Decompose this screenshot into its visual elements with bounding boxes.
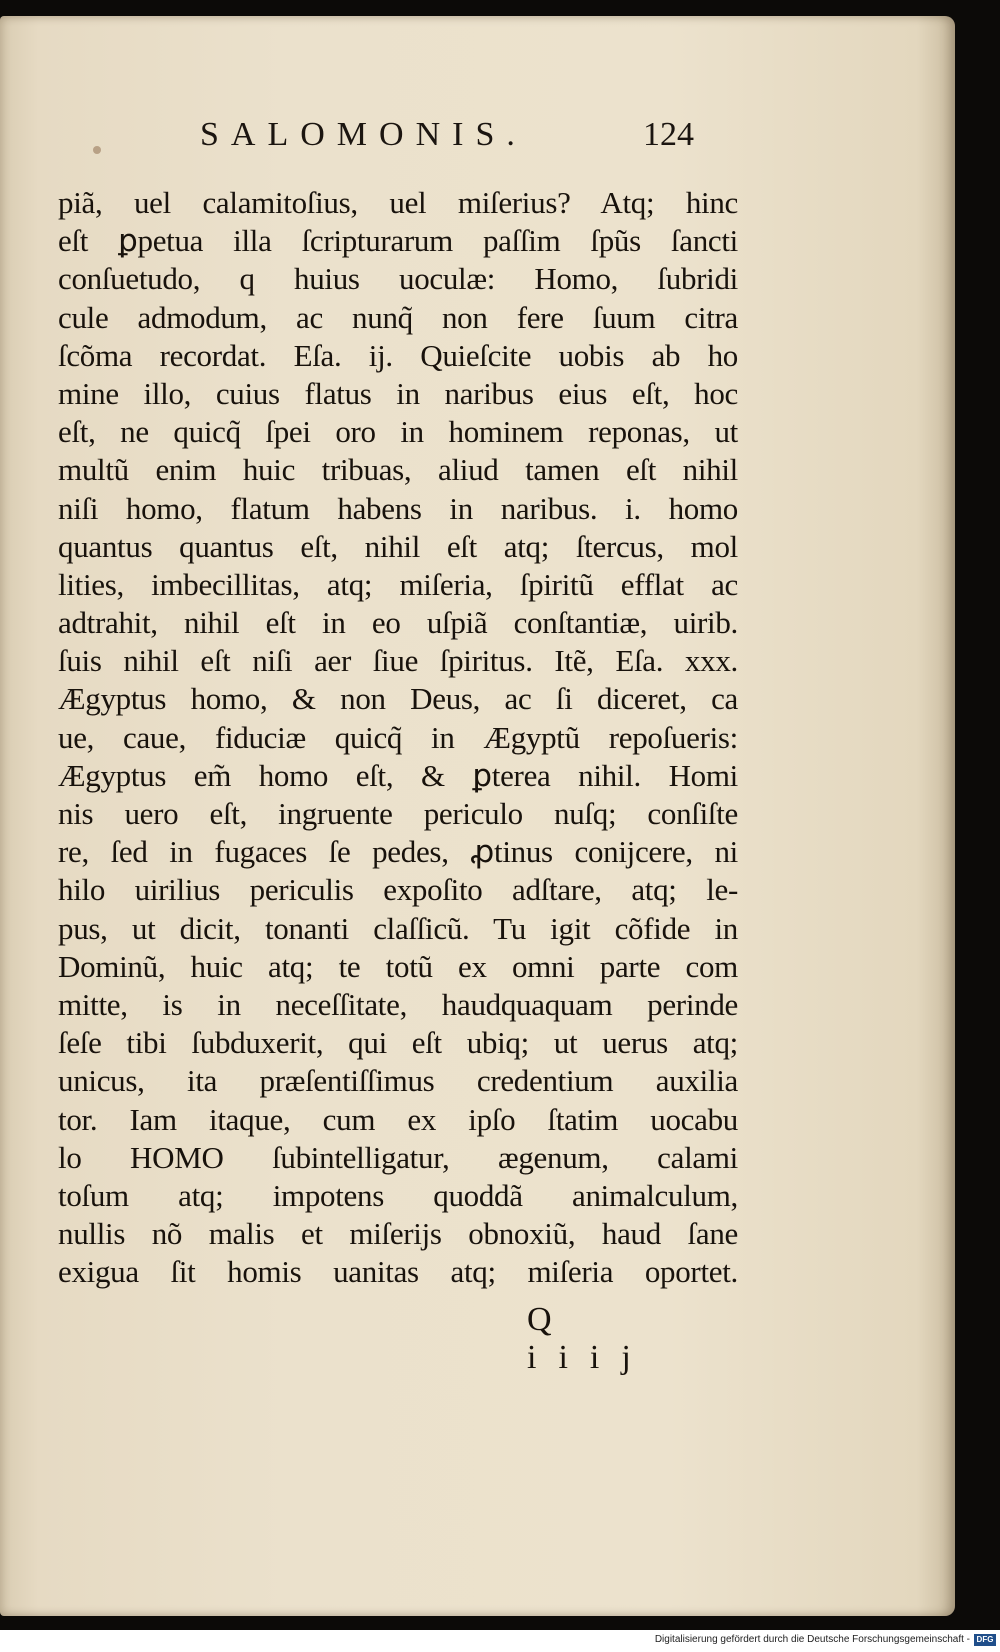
folio-number: 124 <box>643 116 694 153</box>
text-line: toſum atq; impotens quoddã animalculum, <box>58 1177 738 1213</box>
text-line: conſuetudo, q huius uoculæ: Homo, ſubridi <box>58 261 738 297</box>
running-head-title: SALOMONIS. <box>200 116 527 153</box>
catchline <box>527 1301 667 1376</box>
text-line: tor. Iam itaque, cum ex ipſo ſtatim uocabu <box>58 1101 738 1137</box>
text-line: piã, uel calamitoſius, uel miſerius? Atq; hinc <box>58 185 738 220</box>
text-line: Ægyptus em̃ homo eſt, & ꝑterea nihil. Homi <box>58 757 738 793</box>
book-page <box>0 16 955 1616</box>
text-line: eſt, ne quicq̃ ſpei oro in hominem reponas, ut <box>58 414 738 450</box>
text-line: Dominũ, huic atq; te totũ ex omni parte com <box>58 948 738 984</box>
text-line: niſi homo, flatum habens in naribus. i. homo <box>58 490 738 526</box>
text-line: multũ enim huic tribuas, aliud tamen eſt nihil <box>58 452 738 488</box>
main-text-block <box>58 184 738 1291</box>
text-line: nis uero eſt, ingruente periculo nuſq; conſiſte <box>58 796 738 831</box>
text-line: Ægyptus homo, & non Deus, ac ſi diceret, ca <box>58 681 738 717</box>
text-line: ue, caue, fiduciæ quicq̃ in Ægyptũ repoſueris: <box>58 719 738 755</box>
text-line: ſcõma recordat. Eſa. ij. Quieſcite uobis ab ho <box>58 337 738 373</box>
signature-mark: Q iiij <box>527 1301 653 1376</box>
text-line: lities, imbecillitas, atq; miſeria, ſpiritũ efflat ac <box>58 566 738 602</box>
text-line: hilo uirilius periculis expoſito adſtare, atq; le- <box>58 872 738 908</box>
text-line: nullis nõ malis et miſerijs obnoxiũ, haud ſane <box>58 1216 738 1252</box>
dfg-logo: DFG <box>974 1634 996 1646</box>
text-line: exigua ſit homis uanitas atq; miſeria oportet. <box>58 1254 738 1290</box>
text-line: quantus quantus eſt, nihil eſt atq; ſtercus, mol <box>58 528 738 564</box>
footer-credit: Digitalisierung gefördert durch die Deutsche Forschungsgemeinschaft - <box>654 1634 970 1645</box>
running-head <box>200 116 700 166</box>
text-line: cule admodum, ac nunq̃ non fere ſuum citra <box>58 299 738 335</box>
text-line: ſuis nihil eſt niſi aer ſiue ſpiritus. Itẽ, Eſa. xxx. <box>58 643 738 679</box>
text-line: mine illo, cuius flatus in naribus eius eſt, hoc <box>58 375 738 411</box>
text-line: pus, ut dicit, tonanti claſſicũ. Tu igit cõfide in <box>58 910 738 946</box>
digitization-footer <box>0 1630 1000 1652</box>
text-line: unicus, ita præſentiſſimus credentium auxilia <box>58 1063 738 1099</box>
paper-stain <box>93 146 101 154</box>
text-line: ſeſe tibi ſubduxerit, qui eſt ubiq; ut uerus atq; <box>58 1025 738 1061</box>
text-line: mitte, is in neceſſitate, haudquaquam perinde <box>58 986 738 1022</box>
text-line: re, ſed in fugaces ſe pedes, ꝓtinus conijcere, ni <box>58 834 738 870</box>
text-line: eſt ꝑpetua illa ſcripturarum paſſim ſpũs ſancti <box>58 223 738 259</box>
page-content <box>0 16 955 1616</box>
text-line: lo HOMO ſubintelligatur, ægenum, calami <box>58 1139 738 1175</box>
text-line: adtrahit, nihil eſt in eo uſpiã conſtantiæ, uirib. <box>58 605 738 641</box>
